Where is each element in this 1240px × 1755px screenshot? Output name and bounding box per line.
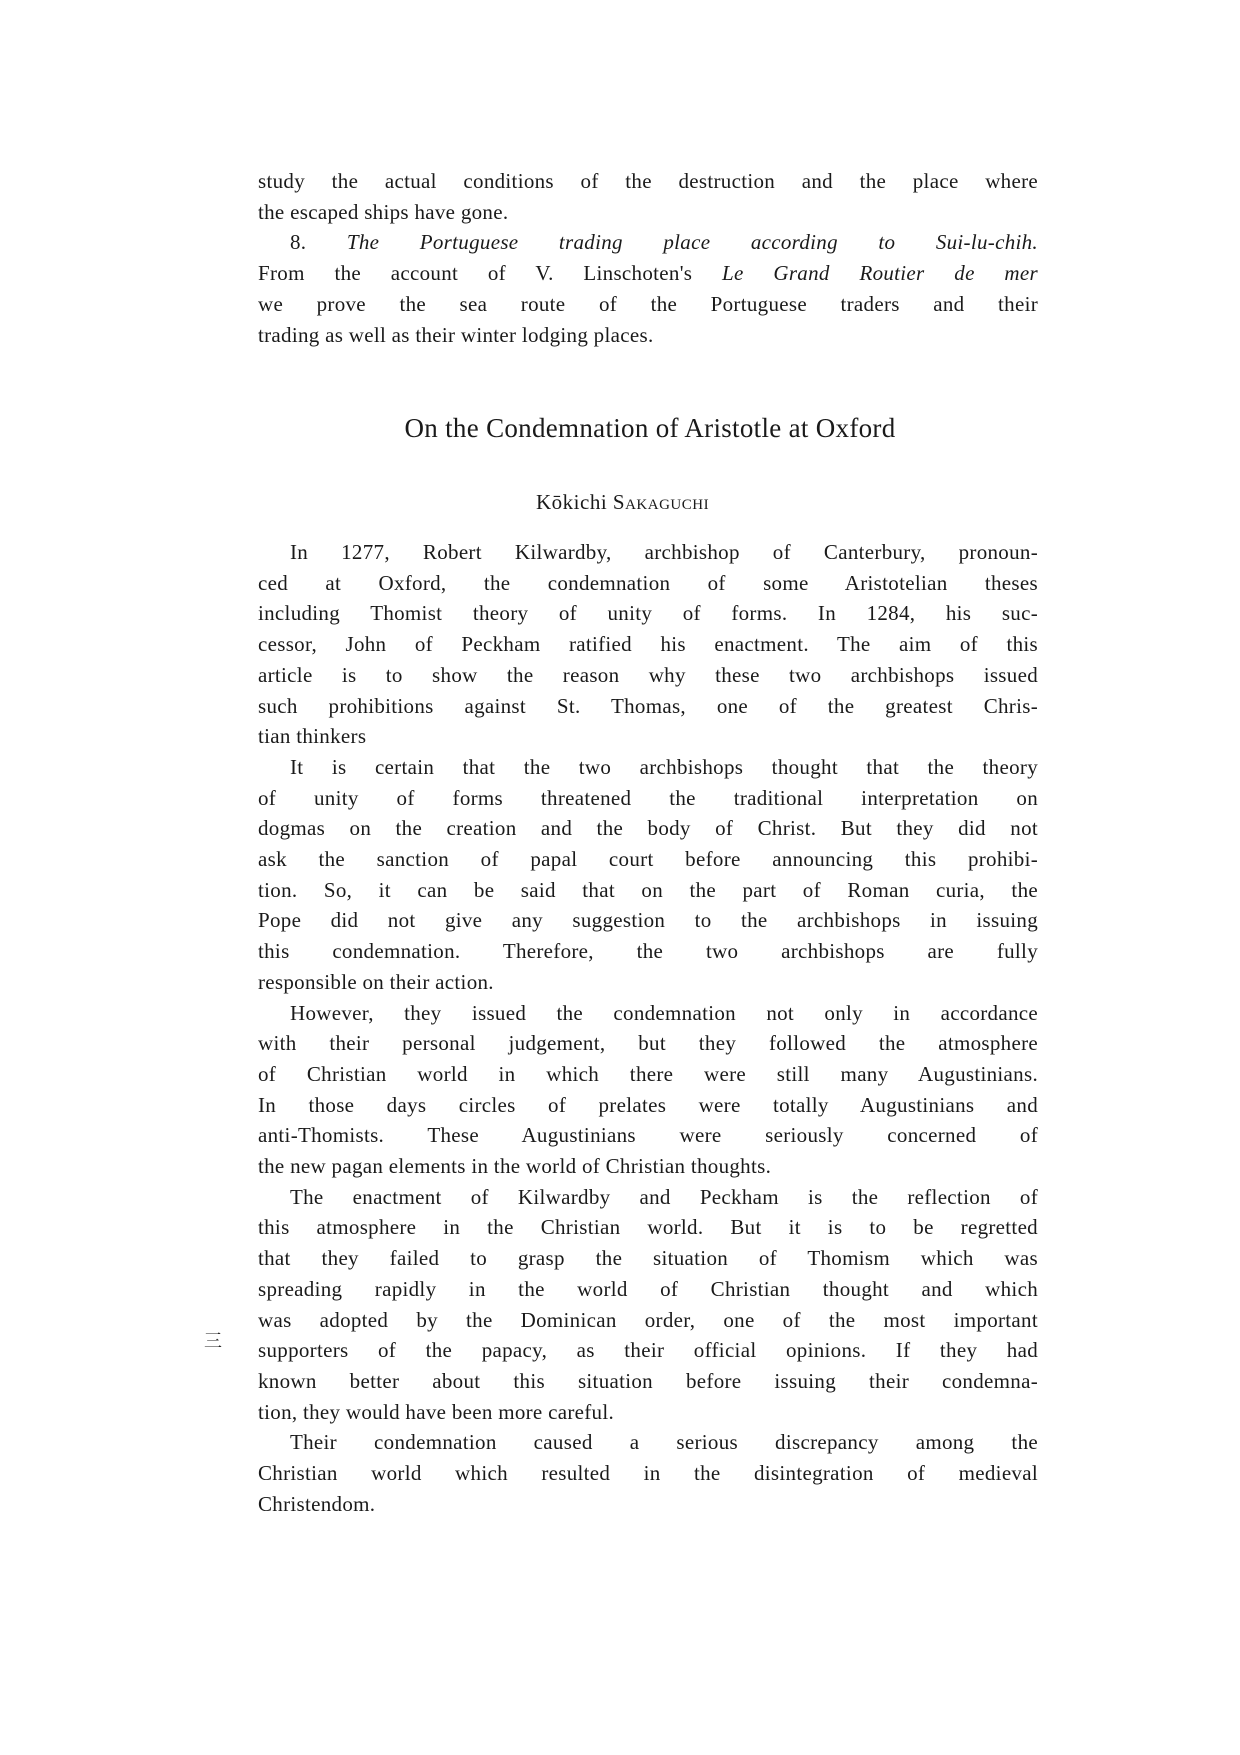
text-line: with their personal judgement, but they followed the atmosphere: [258, 1031, 1038, 1056]
numbered-item-8: [258, 227, 1038, 350]
paragraph: [258, 537, 1038, 752]
text-line: the escaped ships have gone.: [258, 199, 509, 224]
text-line: responsible on their action.: [258, 969, 494, 994]
text-line: the new pagan elements in the world of Christian thoughts.: [258, 1154, 772, 1179]
article-title: On the Condemnation of Aristotle at Oxford: [404, 413, 896, 443]
paragraph: [258, 1182, 1038, 1428]
text-line: this condemnation. Therefore, the two archbishops are fully: [258, 939, 1038, 964]
text-line: Christian world which resulted in the disintegration of medieval: [258, 1461, 1038, 1486]
text-line: ask the sanction of papal court before announcing this prohibi-: [258, 847, 1038, 872]
text-line: The enactment of Kilwardby and Peckham is the reflection of: [290, 1184, 1038, 1209]
text-line: Their condemnation caused a serious discrepancy among the: [290, 1430, 1038, 1455]
text-line: trading as well as their winter lodging places.: [258, 322, 654, 347]
text-line: of unity of forms threatened the traditional interpretation on: [258, 785, 1038, 810]
author-last-name: Sakaguchi: [612, 490, 710, 514]
text-line: Pope did not give any suggestion to the archbishops in issuing: [258, 908, 1038, 933]
margin-page-number: 三: [204, 1331, 222, 1352]
text-line: including Thomist theory of unity of forms. In 1284, his suc-: [258, 601, 1038, 626]
item-number: 8.: [290, 230, 307, 255]
text-line: It is certain that the two archbishops thought that the theory: [290, 754, 1038, 779]
text-run: From the account of V. Linschoten's: [258, 261, 723, 286]
text-line: this atmosphere in the Christian world. But it is to be regretted: [258, 1215, 1038, 1240]
text-line: anti-Thomists. These Augustinians were seriously concerned of: [258, 1123, 1038, 1148]
book-title: Le Grand Routier de mer: [722, 261, 1038, 286]
text-line: article is to show the reason why these two archbishops issued: [258, 662, 1038, 687]
text-line: supporters of the papacy, as their official opinions. If they had: [258, 1338, 1038, 1363]
text-line: was adopted by the Dominican order, one of the most important: [258, 1307, 1038, 1332]
text-line: Christendom.: [258, 1491, 376, 1516]
text-line: of Christian world in which there were still many Augustinians.: [258, 1061, 1038, 1086]
text-line: However, they issued the condemnation not only in accordance: [290, 1000, 1038, 1025]
text-line: we prove the sea route of the Portuguese traders and their: [258, 291, 1038, 316]
text-line: known better about this situation before issuing their condemna-: [258, 1368, 1038, 1393]
item-title: The Portuguese trading place according to Sui-lu-chih.: [346, 230, 1038, 255]
text-line: tion. So, it can be said that on the part of Roman curia, the: [258, 877, 1038, 902]
author-first-name: Kōkichi: [536, 490, 608, 514]
text-line: dogmas on the creation and the body of Christ. But they did not: [258, 816, 1038, 841]
text-line: tion, they would have been more careful.: [258, 1399, 615, 1424]
item-heading-line: [258, 227, 1038, 258]
previous-section: [258, 166, 1038, 350]
text-line: [258, 258, 1038, 289]
text-line: In 1277, Robert Kilwardby, archbishop of Canterbury, pronoun-: [290, 540, 1038, 564]
text-line: In those days circles of prelates were totally Augustinians and: [258, 1092, 1038, 1117]
author-byline: [536, 490, 709, 515]
text-line: spreading rapidly in the world of Christian thought and which: [258, 1276, 1038, 1301]
text-line: that they failed to grasp the situation of Thomism which was: [258, 1246, 1038, 1271]
text-line: ced at Oxford, the condemnation of some Aristotelian theses: [258, 570, 1038, 595]
paragraph: [258, 752, 1038, 998]
text-line: cessor, John of Peckham ratified his enactment. The aim of this: [258, 632, 1038, 657]
paragraph: [258, 1427, 1038, 1519]
text-line: tian thinkers: [258, 724, 367, 749]
text-line: such prohibitions against St. Thomas, one of the greatest Chris-: [258, 693, 1038, 718]
text-line: study the actual conditions of the destruction and the place where: [258, 169, 1038, 193]
paragraph: [258, 998, 1038, 1182]
article-body: [258, 537, 1038, 1520]
